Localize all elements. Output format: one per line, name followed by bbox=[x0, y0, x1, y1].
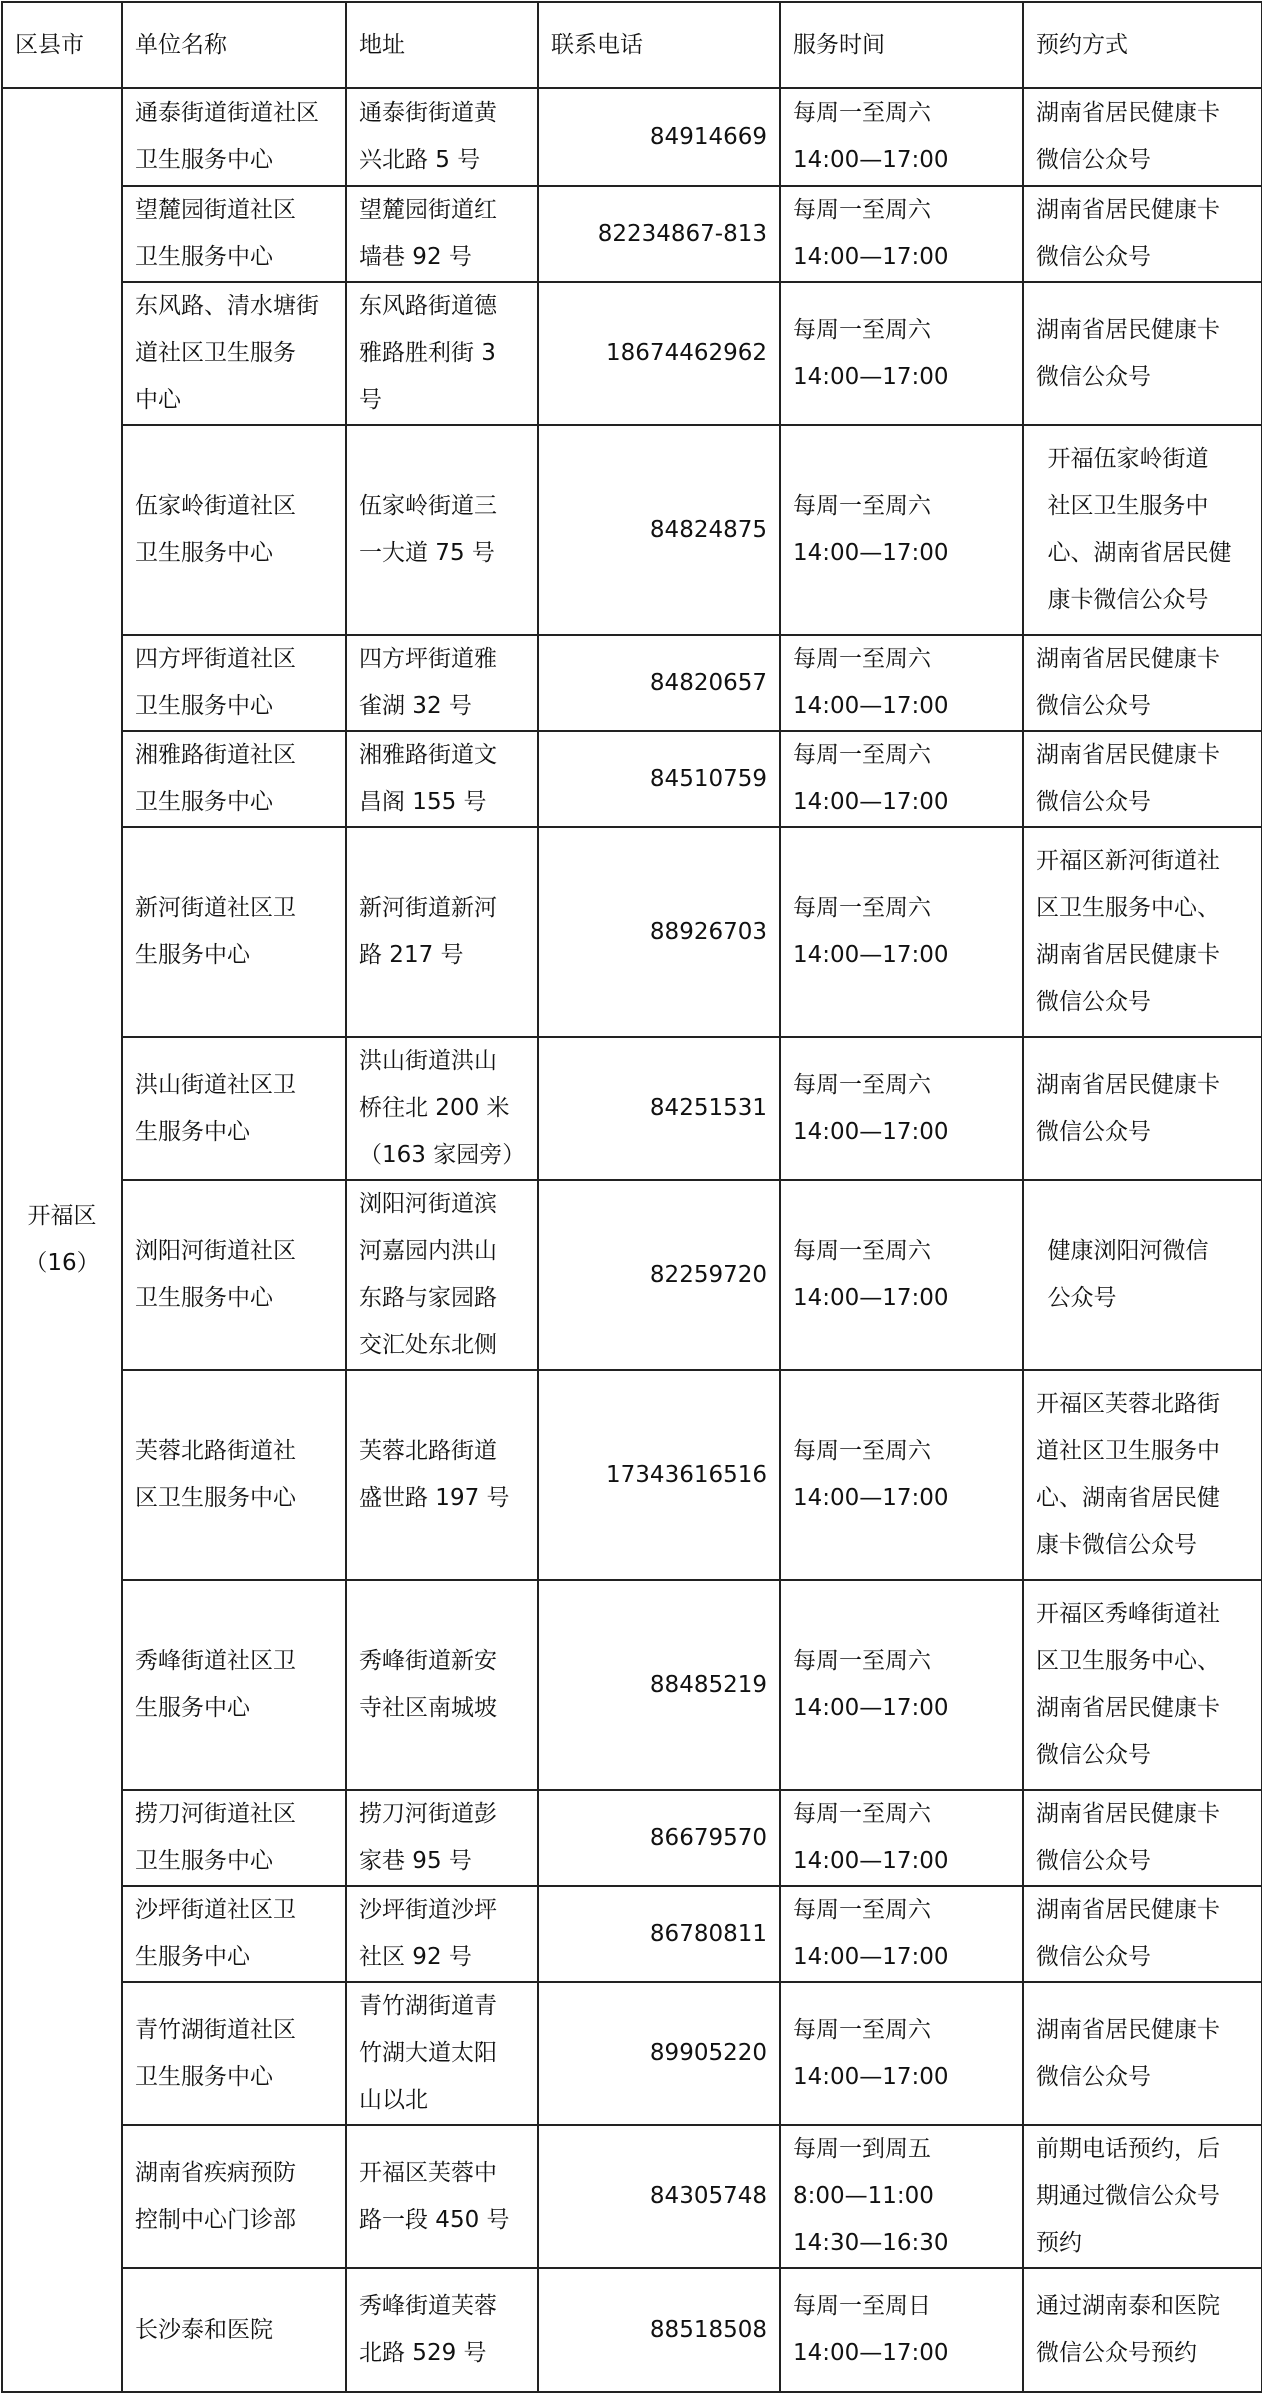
phone-cell: 84251531 bbox=[538, 1037, 780, 1180]
hours-cell bbox=[780, 425, 1023, 635]
cell-line: 湖南省疾病预防 bbox=[135, 2159, 296, 2186]
cell-line: 微信公众号预约 bbox=[1036, 2340, 1197, 2366]
cell-line: 四方坪街道社区 bbox=[135, 646, 296, 672]
cell-line: 开福区芙蓉中 bbox=[359, 2159, 497, 2186]
cell-line: 开福区芙蓉北路街 bbox=[1036, 1391, 1220, 1417]
hours-cell bbox=[780, 1982, 1023, 2125]
cell-line: 湖南省居民健康卡 bbox=[1036, 1801, 1220, 1827]
cell-line: 墙巷 92 号 bbox=[359, 244, 472, 270]
cell-line: 竹湖大道太阳 bbox=[359, 2040, 497, 2066]
address-cell bbox=[346, 1180, 538, 1370]
booking-cell bbox=[1023, 635, 1262, 731]
hours-cell bbox=[780, 2125, 1023, 2268]
header-address: 地址 bbox=[346, 2, 538, 88]
cell-line: 14:00—17:00 bbox=[793, 2063, 949, 2090]
hours-cell bbox=[780, 186, 1023, 282]
cell-line: 卫生服务中心 bbox=[135, 1285, 273, 1311]
table-row bbox=[2, 827, 1262, 1037]
cell-line: 秀峰街道芙蓉 bbox=[359, 2293, 497, 2319]
cell-line: 14:00—17:00 bbox=[793, 1485, 949, 1511]
hours-cell bbox=[780, 1886, 1023, 1982]
cell-line: 卫生服务中心 bbox=[135, 2063, 273, 2090]
address-cell bbox=[346, 2268, 538, 2392]
cell-line: 湖南省居民健康卡 bbox=[1036, 197, 1220, 223]
cell-line: 卫生服务中心 bbox=[135, 147, 273, 173]
phone-cell: 84914669 bbox=[538, 88, 780, 186]
cell-line: 每周一至周六 bbox=[793, 742, 931, 768]
cell-line: 康卡微信公众号 bbox=[1036, 1532, 1197, 1558]
booking-cell bbox=[1023, 1580, 1262, 1790]
cell-line: 青竹湖街道青 bbox=[359, 1993, 497, 2019]
table-row bbox=[2, 282, 1262, 425]
cell-line: 昌阁 155 号 bbox=[359, 789, 487, 815]
cell-line: 中心 bbox=[135, 387, 181, 413]
phone-cell: 88926703 bbox=[538, 827, 780, 1037]
cell-line: 伍家岭街道社区 bbox=[135, 493, 296, 519]
hours-cell bbox=[780, 635, 1023, 731]
table-body bbox=[2, 2, 1262, 2392]
cell-line: 通过湖南泰和医院 bbox=[1036, 2293, 1220, 2319]
header-hours: 服务时间 bbox=[780, 2, 1023, 88]
unit-name-cell bbox=[122, 1180, 346, 1370]
cell-line: 每周一到周五 bbox=[793, 2136, 931, 2162]
header-phone: 联系电话 bbox=[538, 2, 780, 88]
cell-line: 号 bbox=[359, 387, 382, 413]
cell-line: 新河街道新河 bbox=[359, 895, 497, 921]
cell-line: 每周一至周六 bbox=[793, 1897, 931, 1923]
hours-cell bbox=[780, 1790, 1023, 1886]
cell-line: 14:00—17:00 bbox=[793, 244, 949, 270]
hours-cell bbox=[780, 1370, 1023, 1580]
cell-line: 每周一至周六 bbox=[793, 493, 931, 519]
cell-line: 微信公众号 bbox=[1036, 789, 1151, 815]
unit-name-cell bbox=[122, 635, 346, 731]
phone-cell: 88485219 bbox=[538, 1580, 780, 1790]
cell-line: 东风路、清水塘街 bbox=[135, 293, 319, 319]
unit-name-cell bbox=[122, 1982, 346, 2125]
booking-cell bbox=[1023, 1886, 1262, 1982]
cell-line: 微信公众号 bbox=[1036, 2063, 1151, 2090]
phone-cell: 84510759 bbox=[538, 731, 780, 827]
cell-line: 兴北路 5 号 bbox=[359, 147, 481, 173]
cell-line: 每周一至周六 bbox=[793, 197, 931, 223]
cell-line: 湖南省居民健康卡 bbox=[1036, 942, 1220, 968]
booking-cell bbox=[1023, 88, 1262, 186]
cell-line: 14:00—17:00 bbox=[793, 1285, 949, 1311]
phone-cell: 86780811 bbox=[538, 1886, 780, 1982]
cell-line: 微信公众号 bbox=[1036, 1944, 1151, 1970]
unit-name-cell bbox=[122, 827, 346, 1037]
cell-line: 道社区卫生服务 bbox=[135, 340, 296, 366]
header-district: 区县市 bbox=[2, 2, 122, 88]
cell-line: 14:00—17:00 bbox=[793, 147, 949, 173]
hours-cell bbox=[780, 2268, 1023, 2392]
cell-line: 洪山街道社区卫 bbox=[135, 1071, 296, 1098]
cell-line: 沙坪街道沙坪 bbox=[359, 1897, 497, 1923]
cell-line: 每周一至周六 bbox=[793, 1071, 931, 1098]
cell-line: 湘雅路街道文 bbox=[359, 742, 497, 768]
cell-line: 秀峰街道社区卫 bbox=[135, 1648, 296, 1674]
unit-name-cell bbox=[122, 282, 346, 425]
cell-line: 微信公众号 bbox=[1036, 1118, 1151, 1145]
table-row bbox=[2, 731, 1262, 827]
booking-cell bbox=[1023, 2125, 1262, 2268]
hours-cell bbox=[780, 1180, 1023, 1370]
cell-line: 湖南省居民健康卡 bbox=[1036, 1897, 1220, 1923]
booking-cell bbox=[1023, 1982, 1262, 2125]
cell-line: 健康浏阳河微信 bbox=[1047, 1238, 1209, 1264]
cell-line: 14:00—17:00 bbox=[793, 540, 949, 566]
cell-line: 微信公众号 bbox=[1036, 147, 1151, 173]
unit-name-cell bbox=[122, 1037, 346, 1180]
unit-name-cell bbox=[122, 1370, 346, 1580]
address-cell bbox=[346, 1370, 538, 1580]
address-cell bbox=[346, 1886, 538, 1982]
unit-name-cell bbox=[122, 425, 346, 635]
cell-line: 道社区卫生服务中 bbox=[1036, 1438, 1220, 1464]
cell-line: 通泰街道街道社区 bbox=[135, 100, 319, 126]
table-row bbox=[2, 1886, 1262, 1982]
unit-name-cell bbox=[122, 88, 346, 186]
cell-line: 东路与家园路 bbox=[359, 1285, 497, 1311]
cell-line: 生服务中心 bbox=[135, 1944, 250, 1970]
table-row bbox=[2, 1790, 1262, 1886]
cell-line: 区卫生服务中心、 bbox=[1036, 895, 1220, 921]
hours-cell bbox=[780, 1037, 1023, 1180]
unit-name-cell bbox=[122, 2268, 346, 2392]
cell-line: 浏阳河街道社区 bbox=[135, 1238, 296, 1264]
booking-cell bbox=[1023, 425, 1262, 635]
address-cell bbox=[346, 1982, 538, 2125]
cell-line: 卫生服务中心 bbox=[135, 789, 273, 815]
unit-name-cell bbox=[122, 1790, 346, 1886]
cell-line: 芙蓉北路街道社 bbox=[135, 1438, 296, 1464]
cell-line: 雀湖 32 号 bbox=[359, 693, 472, 719]
cell-line: 雅路胜利街 3 bbox=[359, 340, 496, 366]
cell-line: 区卫生服务中心 bbox=[135, 1485, 296, 1511]
hours-cell bbox=[780, 282, 1023, 425]
hours-cell bbox=[780, 731, 1023, 827]
cell-line: 每周一至周六 bbox=[793, 2016, 931, 2043]
cell-line: 14:00—17:00 bbox=[793, 1944, 949, 1970]
cell-line: 路 217 号 bbox=[359, 942, 464, 968]
cell-line: 心、湖南省居民健 bbox=[1047, 540, 1232, 566]
cell-line: 14:00—17:00 bbox=[793, 2340, 949, 2366]
phone-cell: 18674462962 bbox=[538, 282, 780, 425]
cell-line: 湖南省居民健康卡 bbox=[1036, 646, 1220, 672]
phone-cell: 84824875 bbox=[538, 425, 780, 635]
address-cell bbox=[346, 2125, 538, 2268]
booking-cell bbox=[1023, 282, 1262, 425]
cell-line: 卫生服务中心 bbox=[135, 1848, 273, 1874]
cell-line: 微信公众号 bbox=[1036, 363, 1151, 390]
address-cell bbox=[346, 731, 538, 827]
district-count: （16） bbox=[24, 1250, 100, 1276]
cell-line: 每周一至周六 bbox=[793, 895, 931, 921]
cell-line: 微信公众号 bbox=[1036, 1742, 1151, 1768]
hours-cell bbox=[780, 88, 1023, 186]
cell-line: 沙坪街道社区卫 bbox=[135, 1897, 296, 1923]
cell-line: 前期电话预约，后 bbox=[1036, 2136, 1220, 2162]
cell-line: 微信公众号 bbox=[1036, 1848, 1151, 1874]
cell-line: 心、湖南省居民健 bbox=[1036, 1485, 1220, 1511]
cell-line: 湘雅路街道社区 bbox=[135, 742, 296, 768]
cell-line: 青竹湖街道社区 bbox=[135, 2016, 296, 2043]
cell-line: 卫生服务中心 bbox=[135, 244, 273, 270]
cell-line: 控制中心门诊部 bbox=[135, 2206, 296, 2233]
cell-line: 14:00—17:00 bbox=[793, 363, 949, 390]
table-row bbox=[2, 1037, 1262, 1180]
address-cell bbox=[346, 425, 538, 635]
cell-line: 河嘉园内洪山 bbox=[359, 1238, 497, 1264]
cell-line: 14:00—17:00 bbox=[793, 693, 949, 719]
cell-line: 生服务中心 bbox=[135, 1118, 250, 1145]
unit-name-cell bbox=[122, 731, 346, 827]
cell-line: 14:00—17:00 bbox=[793, 1695, 949, 1721]
cell-line: 预约 bbox=[1036, 2230, 1082, 2256]
cell-line: 秀峰街道新安 bbox=[359, 1648, 497, 1674]
cell-line: 交汇处东北侧 bbox=[359, 1332, 497, 1358]
cell-line: 开福区新河街道社 bbox=[1036, 848, 1220, 874]
cell-line: 社区 92 号 bbox=[359, 1944, 472, 1970]
cell-line: 区卫生服务中心、 bbox=[1036, 1648, 1220, 1674]
cell-line: 每周一至周六 bbox=[793, 1648, 931, 1674]
cell-line: 洪山街道洪山 bbox=[359, 1048, 497, 1074]
cell-line: 14:00—17:00 bbox=[793, 942, 949, 968]
cell-line: 东风路街道德 bbox=[359, 293, 497, 319]
cell-line: 桥往北 200 米 bbox=[359, 1095, 510, 1121]
cell-line: 一大道 75 号 bbox=[359, 540, 495, 566]
address-cell bbox=[346, 88, 538, 186]
address-cell bbox=[346, 186, 538, 282]
cell-line: 家巷 95 号 bbox=[359, 1848, 472, 1874]
booking-cell bbox=[1023, 1180, 1262, 1370]
cell-line: 新河街道社区卫 bbox=[135, 895, 296, 921]
cell-line: 康卡微信公众号 bbox=[1047, 587, 1209, 613]
table-row bbox=[2, 88, 1262, 186]
cell-line: 湖南省居民健康卡 bbox=[1036, 100, 1220, 126]
cell-line: 山以北 bbox=[359, 2087, 428, 2113]
booking-cell bbox=[1023, 827, 1262, 1037]
cell-line: 每周一至周六 bbox=[793, 1438, 931, 1464]
cell-line: 14:00—17:00 bbox=[793, 789, 949, 815]
cell-line: 社区卫生服务中 bbox=[1047, 493, 1209, 519]
cell-line: 湖南省居民健康卡 bbox=[1036, 1695, 1220, 1721]
cell-line: 微信公众号 bbox=[1036, 693, 1151, 719]
district-cell bbox=[2, 88, 122, 2392]
header-name: 单位名称 bbox=[122, 2, 346, 88]
cell-line: 每周一至周六 bbox=[793, 1801, 931, 1827]
cell-line: 北路 529 号 bbox=[359, 2340, 487, 2366]
cell-line: 望麓园街道社区 bbox=[135, 197, 296, 223]
cell-line: 湖南省居民健康卡 bbox=[1036, 316, 1220, 343]
hours-cell bbox=[780, 1580, 1023, 1790]
cell-line: 14:00—17:00 bbox=[793, 1118, 949, 1145]
phone-cell: 86679570 bbox=[538, 1790, 780, 1886]
address-cell bbox=[346, 282, 538, 425]
table-row bbox=[2, 2268, 1262, 2392]
booking-cell bbox=[1023, 186, 1262, 282]
cell-line: 四方坪街道雅 bbox=[359, 646, 497, 672]
cell-line: 14:00—17:00 bbox=[793, 1848, 949, 1874]
cell-line: 寺社区南城坡 bbox=[359, 1695, 497, 1721]
booking-cell bbox=[1023, 2268, 1262, 2392]
cell-line: 微信公众号 bbox=[1036, 989, 1151, 1015]
cell-line: 生服务中心 bbox=[135, 942, 250, 968]
cell-line: 捞刀河街道彭 bbox=[359, 1801, 497, 1827]
address-cell bbox=[346, 827, 538, 1037]
booking-cell bbox=[1023, 1790, 1262, 1886]
cell-line: 浏阳河街道滨 bbox=[359, 1191, 497, 1217]
table-row bbox=[2, 425, 1262, 635]
clinic-table bbox=[1, 1, 1262, 2393]
cell-line: 微信公众号 bbox=[1036, 244, 1151, 270]
address-cell bbox=[346, 1790, 538, 1886]
phone-cell: 89905220 bbox=[538, 1982, 780, 2125]
unit-name-cell bbox=[122, 1580, 346, 1790]
cell-line: 长沙泰和医院 bbox=[135, 2316, 273, 2343]
phone-cell: 84820657 bbox=[538, 635, 780, 731]
cell-line: 湖南省居民健康卡 bbox=[1036, 1071, 1220, 1098]
cell-line: 每周一至周六 bbox=[793, 316, 931, 343]
cell-line: 路一段 450 号 bbox=[359, 2206, 510, 2233]
unit-name-cell bbox=[122, 2125, 346, 2268]
cell-line: 卫生服务中心 bbox=[135, 540, 273, 566]
header-booking: 预约方式 bbox=[1023, 2, 1262, 88]
cell-line: 开福区秀峰街道社 bbox=[1036, 1601, 1220, 1627]
cell-line: 期通过微信公众号 bbox=[1036, 2183, 1220, 2209]
table-row bbox=[2, 1370, 1262, 1580]
cell-line: 卫生服务中心 bbox=[135, 693, 273, 719]
cell-line: 每周一至周六 bbox=[793, 1238, 931, 1264]
cell-line: 望麓园街道红 bbox=[359, 197, 497, 223]
table-row bbox=[2, 2125, 1262, 2268]
hours-cell bbox=[780, 827, 1023, 1037]
table-row bbox=[2, 186, 1262, 282]
address-cell bbox=[346, 1037, 538, 1180]
cell-line: 8:00—11:00 bbox=[793, 2183, 934, 2209]
cell-line: 伍家岭街道三 bbox=[359, 493, 497, 519]
table-row bbox=[2, 1180, 1262, 1370]
address-cell bbox=[346, 635, 538, 731]
phone-cell: 88518508 bbox=[538, 2268, 780, 2392]
cell-line: 湖南省居民健康卡 bbox=[1036, 2016, 1220, 2043]
cell-line: 芙蓉北路街道 bbox=[359, 1438, 497, 1464]
cell-line: 捞刀河街道社区 bbox=[135, 1801, 296, 1827]
table-row bbox=[2, 635, 1262, 731]
address-cell bbox=[346, 1580, 538, 1790]
cell-line: 生服务中心 bbox=[135, 1695, 250, 1721]
table-header-row bbox=[2, 2, 1262, 88]
cell-line: 每周一至周六 bbox=[793, 646, 931, 672]
booking-cell bbox=[1023, 1037, 1262, 1180]
district-name: 开福区 bbox=[27, 1203, 97, 1229]
phone-cell: 82234867-813 bbox=[538, 186, 780, 282]
table-row bbox=[2, 1580, 1262, 1790]
unit-name-cell bbox=[122, 186, 346, 282]
table-row bbox=[2, 1982, 1262, 2125]
cell-line: 通泰街街道黄 bbox=[359, 100, 497, 126]
cell-line: 每周一至周日 bbox=[793, 2293, 931, 2319]
unit-name-cell bbox=[122, 1886, 346, 1982]
cell-line: （163 家园旁） bbox=[359, 1142, 526, 1168]
cell-line: 湖南省居民健康卡 bbox=[1036, 742, 1220, 768]
cell-line: 开福伍家岭街道 bbox=[1047, 446, 1209, 472]
phone-cell: 17343616516 bbox=[538, 1370, 780, 1580]
cell-line: 每周一至周六 bbox=[793, 100, 931, 126]
cell-line: 公众号 bbox=[1047, 1285, 1117, 1311]
cell-line: 盛世路 197 号 bbox=[359, 1485, 510, 1511]
phone-cell: 84305748 bbox=[538, 2125, 780, 2268]
booking-cell bbox=[1023, 1370, 1262, 1580]
phone-cell: 82259720 bbox=[538, 1180, 780, 1370]
cell-line: 14:30—16:30 bbox=[793, 2230, 949, 2256]
booking-cell bbox=[1023, 731, 1262, 827]
